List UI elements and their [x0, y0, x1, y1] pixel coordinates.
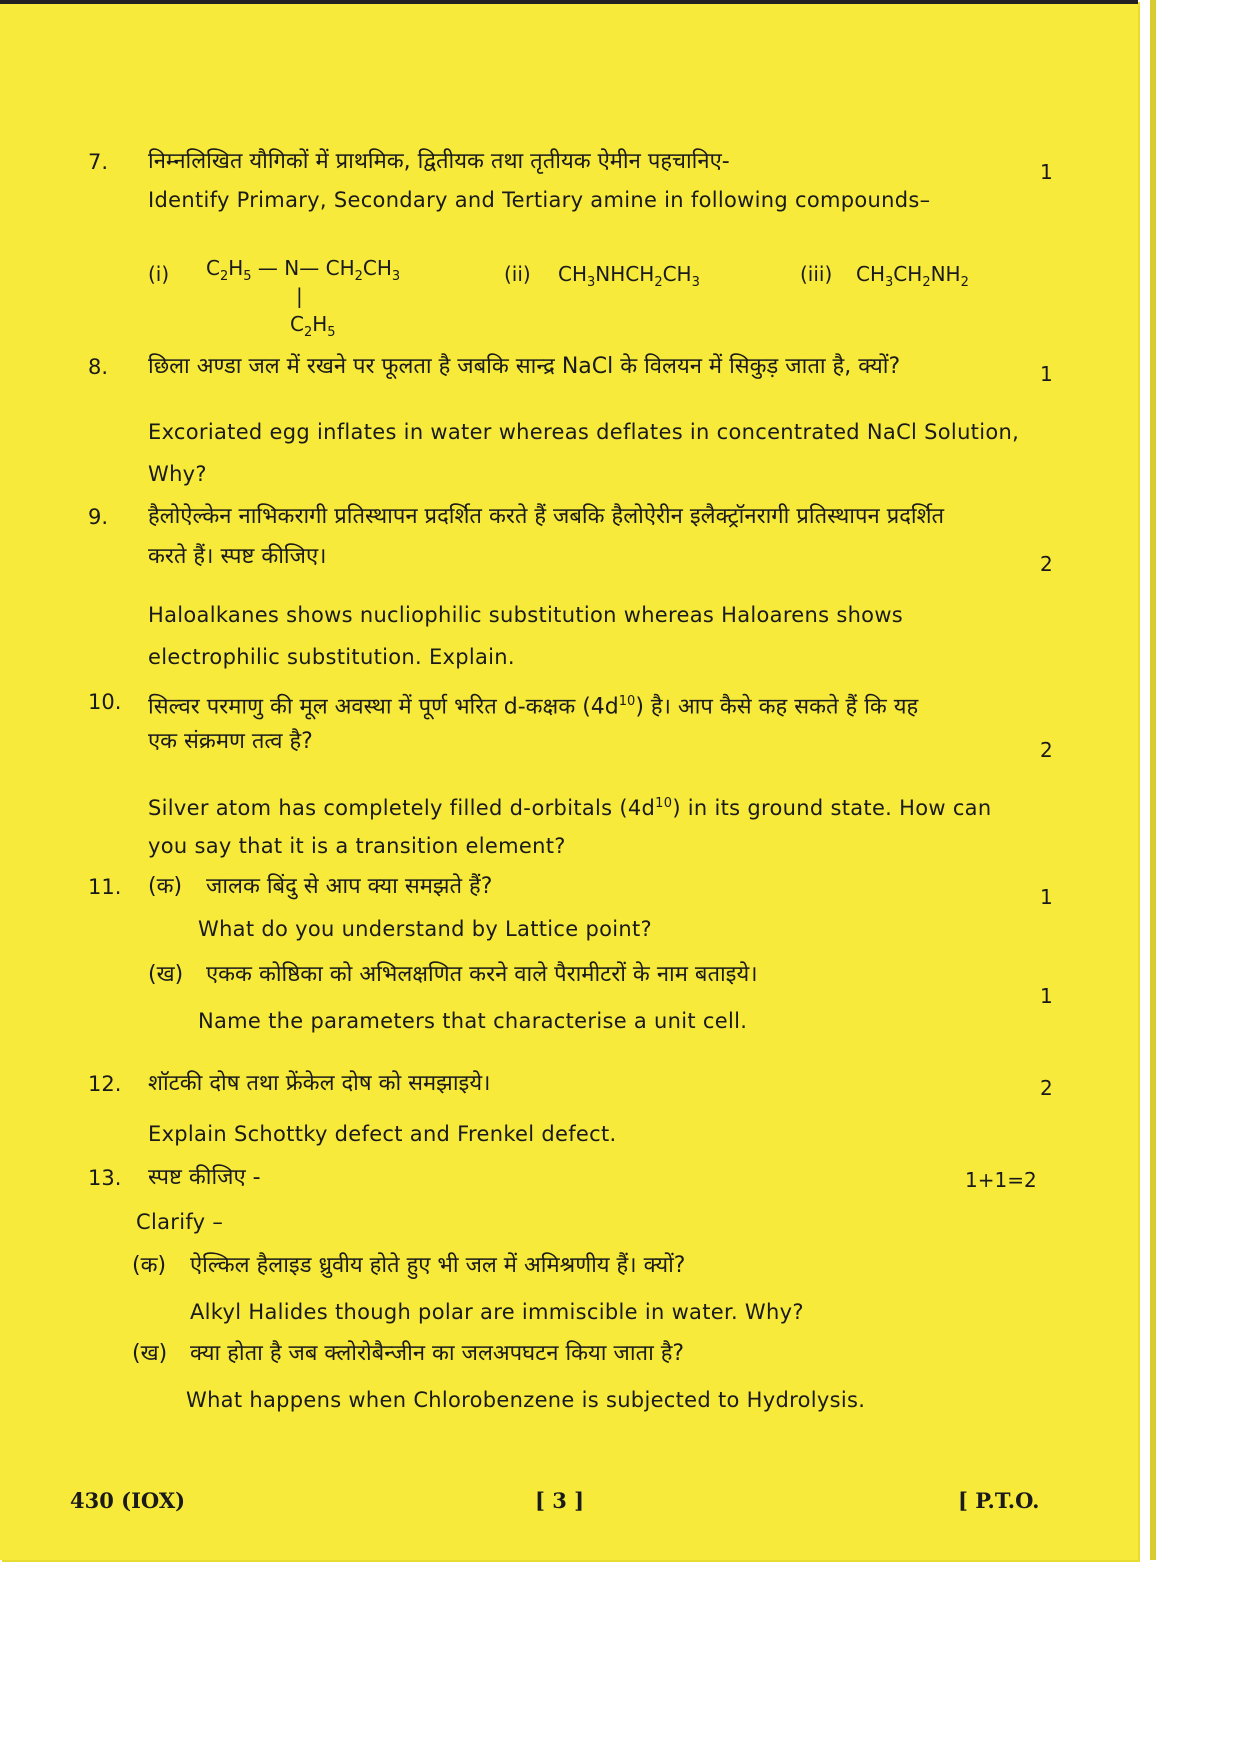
question-hindi-line2: करते हैं। स्पष्ट कीजिए। — [148, 544, 327, 569]
option-label: (iii) — [800, 262, 833, 286]
marks-q7: 1 — [1040, 160, 1053, 184]
page-top-border — [0, 0, 1138, 4]
question-english-line2: you say that it is a transition element? — [148, 834, 566, 858]
marks-q8: 1 — [1040, 362, 1053, 386]
subquestion-hindi: जालक बिंदु से आप क्या समझते हैं? — [206, 874, 493, 899]
question-hindi: शॉटकी दोष तथा फ्रेंकेल दोष को समझाइये। — [148, 1071, 491, 1096]
question-english: Clarify – — [136, 1210, 224, 1234]
chem-structure-ii: $CH_3NHCH_2CH_3$ — [558, 262, 700, 290]
question-hindi-line1: सिल्वर परमाणु की मूल अवस्था में पूर्ण भरित d-कक्षक $(4d^{10})$ है। आप कैसे कह सकते हैं कि यह — [148, 694, 919, 720]
marks-q11a: 1 — [1040, 885, 1053, 909]
subquestion-label: (ख) — [148, 962, 184, 987]
question-english-line1: Haloalkanes shows nucliophilic substitution whereas Haloarens shows — [148, 603, 904, 627]
question-hindi: निम्नलिखित यौगिकों में प्राथमिक, द्वितीयक तथा तृतीयक ऐमीन पहचानिए- — [148, 149, 730, 174]
subquestion-english: Name the parameters that characterise a unit cell. — [198, 1009, 748, 1033]
question-english-line2: Why? — [148, 462, 207, 486]
subquestion-label: (क) — [148, 874, 183, 899]
question-english-line2: electrophilic substitution. Explain. — [148, 645, 515, 669]
chem-structure-iii: $CH_3CH_2NH_2$ — [856, 262, 969, 290]
question-hindi: स्पष्ट कीजिए - — [148, 1165, 261, 1190]
question-number: 7. — [88, 150, 109, 174]
question-number: 8. — [88, 355, 109, 379]
subquestion-hindi: ऐल्किल हैलाइड ध्रुवीय होते हुए भी जल में अमिश्रणीय हैं। क्यों? — [190, 1253, 686, 1278]
option-label: (ii) — [504, 262, 531, 286]
subquestion-hindi: क्या होता है जब क्लोरोबैन्जीन का जलअपघटन किया जाता है? — [190, 1341, 685, 1366]
page-number: [ 3 ] — [535, 1488, 585, 1513]
question-number: 12. — [88, 1072, 122, 1096]
question-english: Identify Primary, Secondary and Tertiary amine in following compounds– — [148, 188, 931, 212]
subquestion-english: Alkyl Halides though polar are immiscible in water. Why? — [190, 1300, 804, 1324]
marks-q9: 2 — [1040, 552, 1053, 576]
subquestion-english: What do you understand by Lattice point? — [198, 917, 652, 941]
chem-bond-line: | — [296, 284, 303, 308]
question-english-line1: Excoriated egg inflates in water whereas deflates in concentrated NaCl Solution, — [148, 420, 1020, 444]
chem-structure-i: $C_2H_5$ — N— $CH_2CH_3$ — [206, 256, 401, 284]
question-number: 13. — [88, 1166, 122, 1190]
subquestion-label: (ख) — [132, 1341, 168, 1366]
subquestion-english: What happens when Chlorobenzene is subjected to Hydrolysis. — [186, 1388, 866, 1412]
question-number: 10. — [88, 690, 122, 714]
question-hindi: छिला अण्डा जल में रखने पर फूलता है जबकि सान्द्र NaCl के विलयन में सिकुड़ जाता है, क्यों? — [148, 354, 901, 379]
paper-code: 430 (IOX) — [70, 1488, 186, 1513]
question-english-line1: Silver atom has completely filled d-orbitals $(4d^{10})$ in its ground state. How can — [148, 796, 992, 820]
question-hindi-line1: हैलोऐल्केन नाभिकरागी प्रतिस्थापन प्रदर्शित करते हैं जबकि हैलोऐरीन इलैक्ट्रॉनरागी प्रतिस्थापन प्रदर्शित — [148, 504, 945, 529]
question-number: 11. — [88, 875, 122, 899]
page-edge — [1150, 0, 1156, 1560]
question-number: 9. — [88, 505, 109, 529]
marks-q10: 2 — [1040, 738, 1053, 762]
option-label: (i) — [148, 262, 170, 286]
please-turn-over: [ P.T.O. — [958, 1488, 1040, 1513]
chem-substituent: $C_2H_5$ — [290, 312, 336, 340]
marks-q12: 2 — [1040, 1076, 1053, 1100]
question-english: Explain Schottky defect and Frenkel defect. — [148, 1122, 617, 1146]
marks-q13: 1+1=2 — [965, 1168, 1037, 1192]
subquestion-label: (क) — [132, 1253, 167, 1278]
question-hindi-line2: एक संक्रमण तत्व है? — [148, 729, 313, 754]
marks-q11b: 1 — [1040, 984, 1053, 1008]
subquestion-hindi: एकक कोष्ठिका को अभिलक्षणित करने वाले पैरामीटरों के नाम बताइये। — [206, 962, 758, 987]
